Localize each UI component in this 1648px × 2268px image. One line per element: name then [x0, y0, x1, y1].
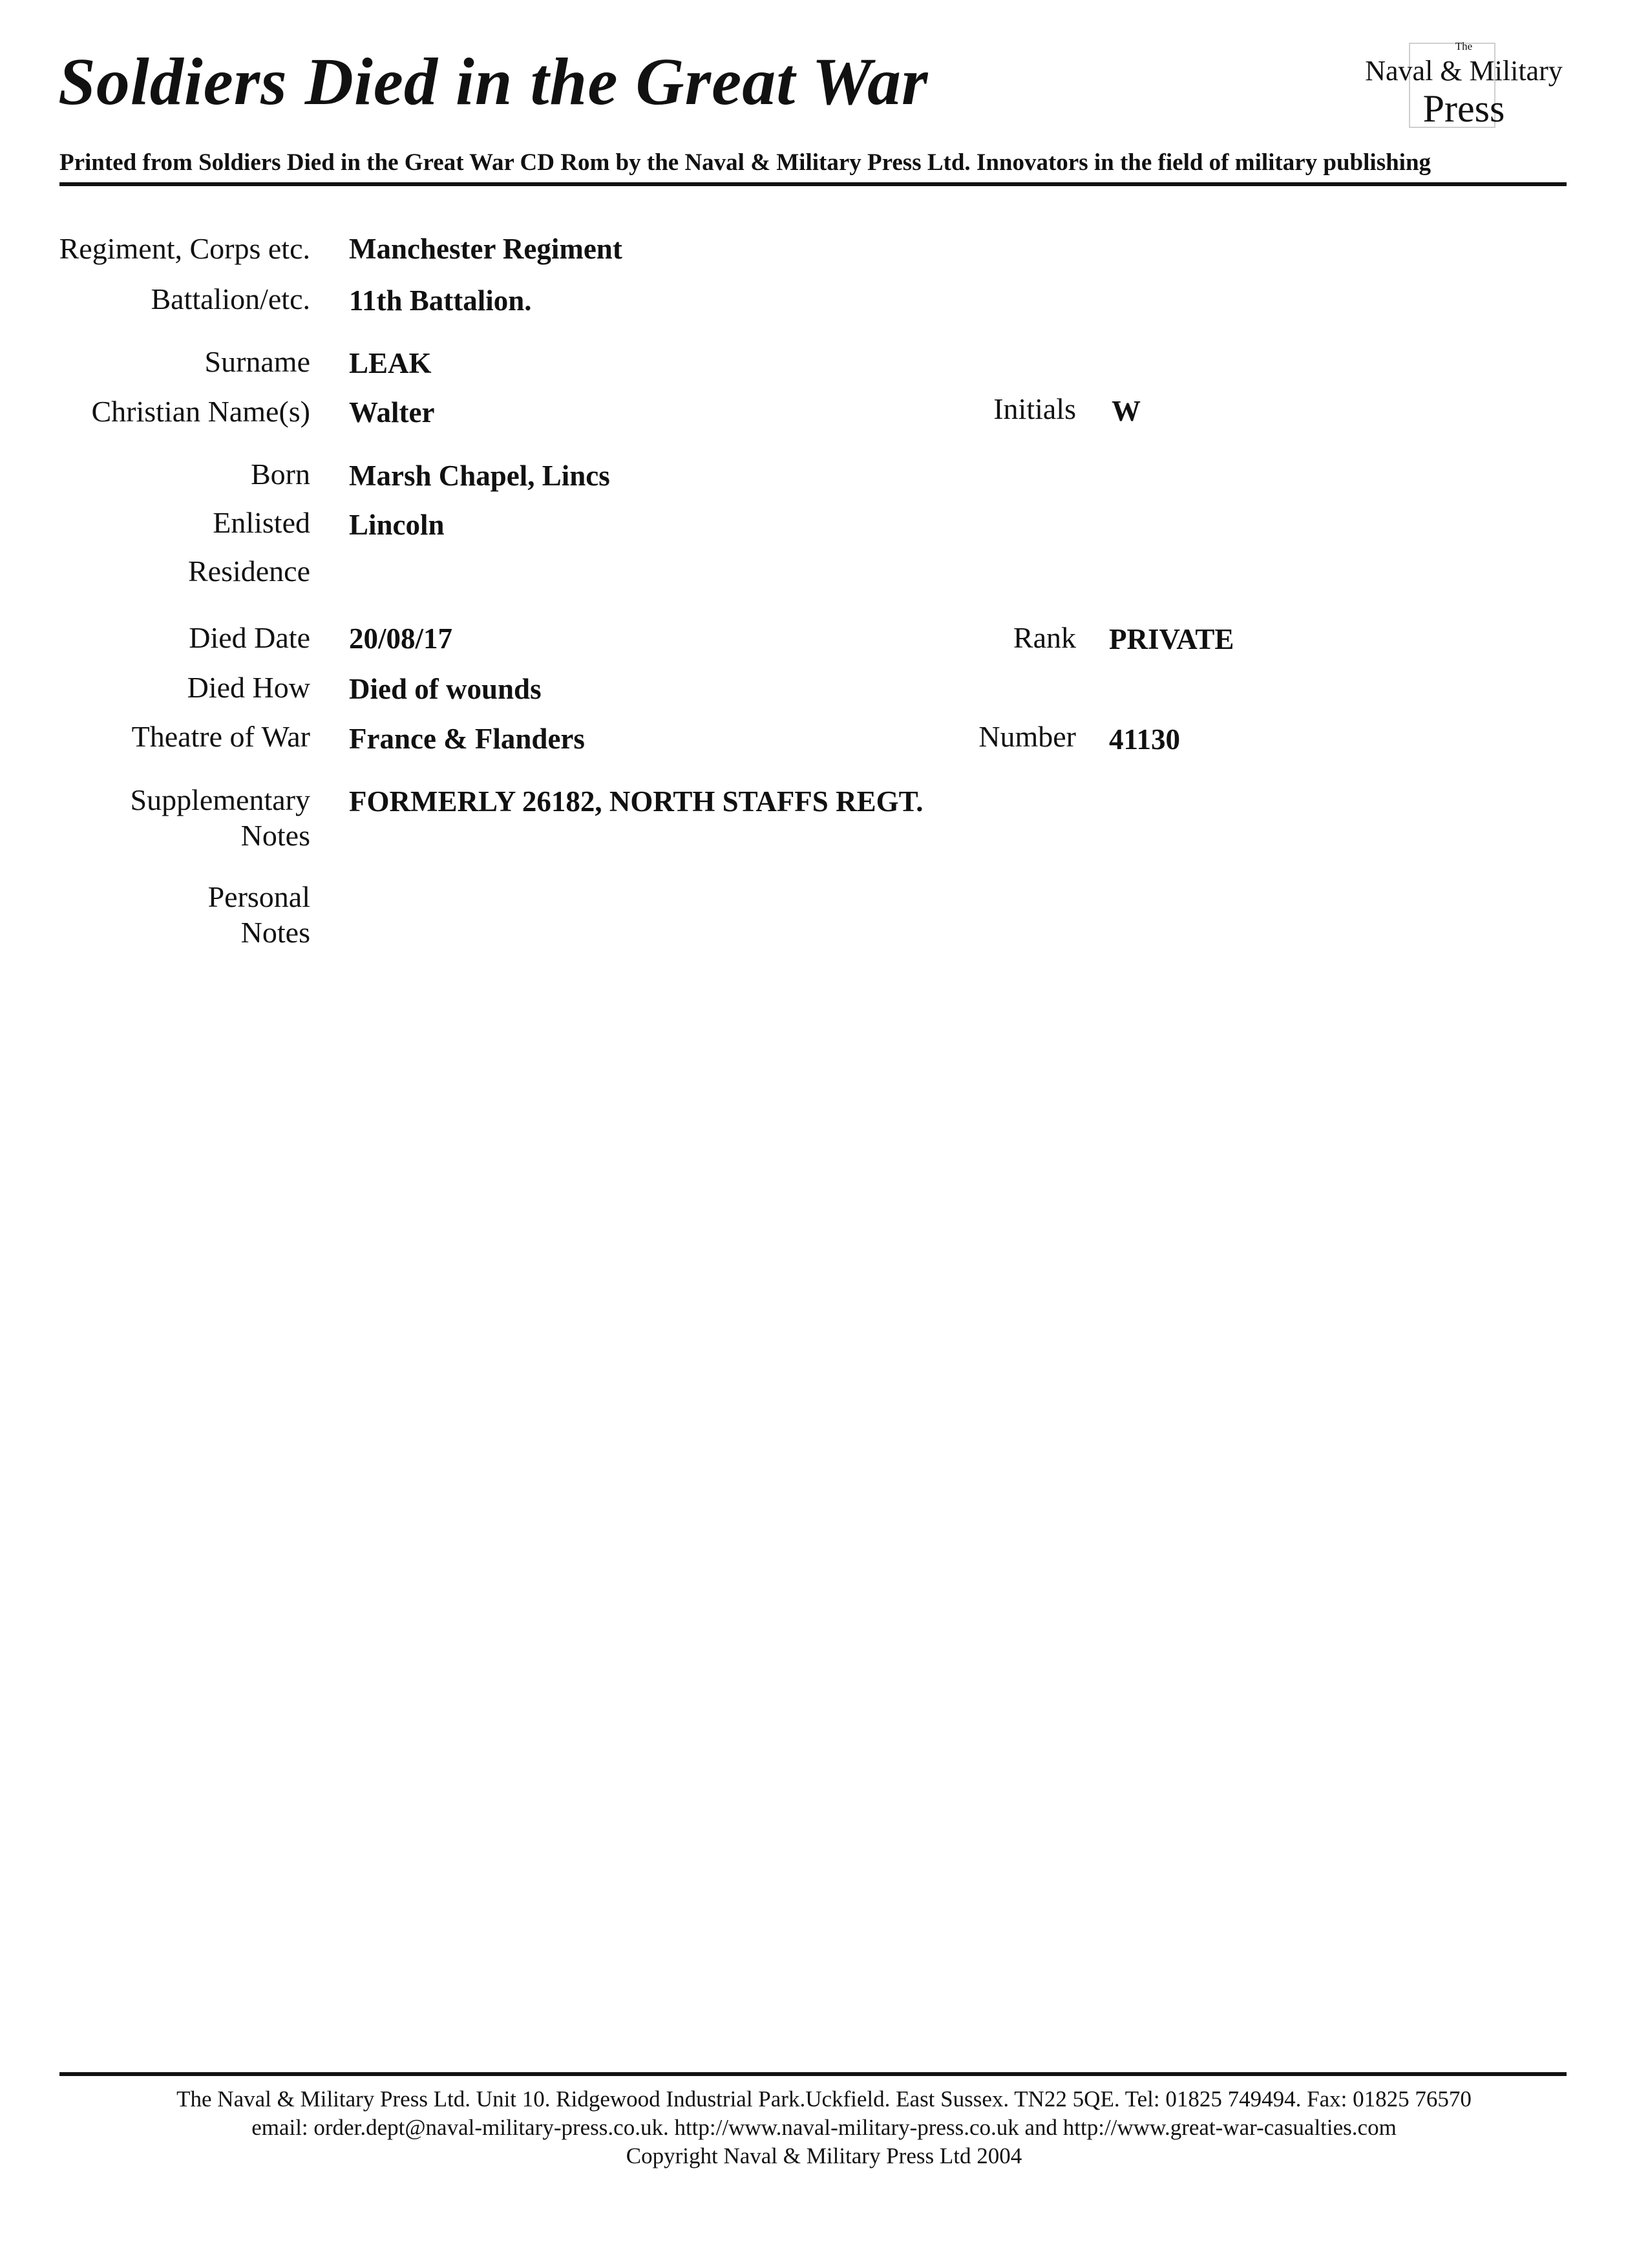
logo-name: Naval & Military	[1365, 55, 1563, 87]
born-label: Born	[251, 458, 310, 491]
footer-divider	[59, 2072, 1567, 2076]
initials-value: W	[1112, 395, 1141, 427]
surname-label: Surname	[204, 345, 310, 378]
died-how-value: Died of wounds	[349, 673, 542, 705]
residence-label: Residence	[187, 555, 310, 588]
logo-press: Press	[1422, 87, 1505, 130]
theatre-value: France & Flanders	[349, 723, 585, 755]
born-value: Marsh Chapel, Lincs	[349, 460, 610, 492]
surname-value: LEAK	[349, 347, 432, 379]
personal-label-line2: Notes	[240, 916, 310, 949]
page-title: Soldiers Died in the Great War	[58, 45, 929, 119]
logo-the: The	[1455, 40, 1473, 52]
supplementary-value: FORMERLY 26182, NORTH STAFFS REGT.	[349, 785, 924, 818]
initials-label: Initials	[993, 392, 1076, 425]
number-label: Number	[978, 720, 1076, 753]
supplementary-label-line1: Supplementary	[130, 783, 310, 816]
page-subtitle: Printed from Soldiers Died in the Great War CD Rom by the Naval & Military Press Ltd. Innovators in the field of military publishing	[59, 149, 1431, 176]
theatre-label: Theatre of War	[131, 720, 310, 753]
rank-label: Rank	[1013, 621, 1076, 654]
christian-name-value: Walter	[349, 396, 435, 429]
battalion-label: Battalion/etc.	[151, 282, 310, 315]
personal-label-line1: Personal	[207, 880, 310, 913]
header-divider	[59, 182, 1567, 186]
battalion-value: 11th Battalion.	[349, 284, 532, 317]
footer-contact: email: order.dept@naval-military-press.co.uk. http://www.naval-military-press.co.uk and http://www.great-war-casualties.com	[251, 2115, 1397, 2140]
enlisted-label: Enlisted	[213, 506, 310, 539]
died-date-label: Died Date	[189, 621, 310, 654]
number-value: 41130	[1109, 723, 1181, 756]
supplementary-label-line2: Notes	[240, 819, 310, 852]
enlisted-value: Lincoln	[349, 509, 445, 541]
publisher-logo	[1344, 40, 1583, 131]
died-date-value: 20/08/17	[349, 622, 453, 655]
footer-copyright: Copyright Naval & Military Press Ltd 2004	[626, 2143, 1022, 2168]
regiment-label: Regiment, Corps etc.	[59, 232, 310, 265]
christian-name-label: Christian Name(s)	[91, 395, 310, 428]
regiment-value: Manchester Regiment	[349, 233, 622, 265]
footer-address: The Naval & Military Press Ltd. Unit 10. Ridgewood Industrial Park.Uckfield. East Sussex. TN22 5QE. Tel: 01825 749494. Fax: 01825 76570	[176, 2086, 1472, 2112]
died-how-label: Died How	[187, 671, 310, 704]
rank-value: PRIVATE	[1109, 623, 1234, 655]
